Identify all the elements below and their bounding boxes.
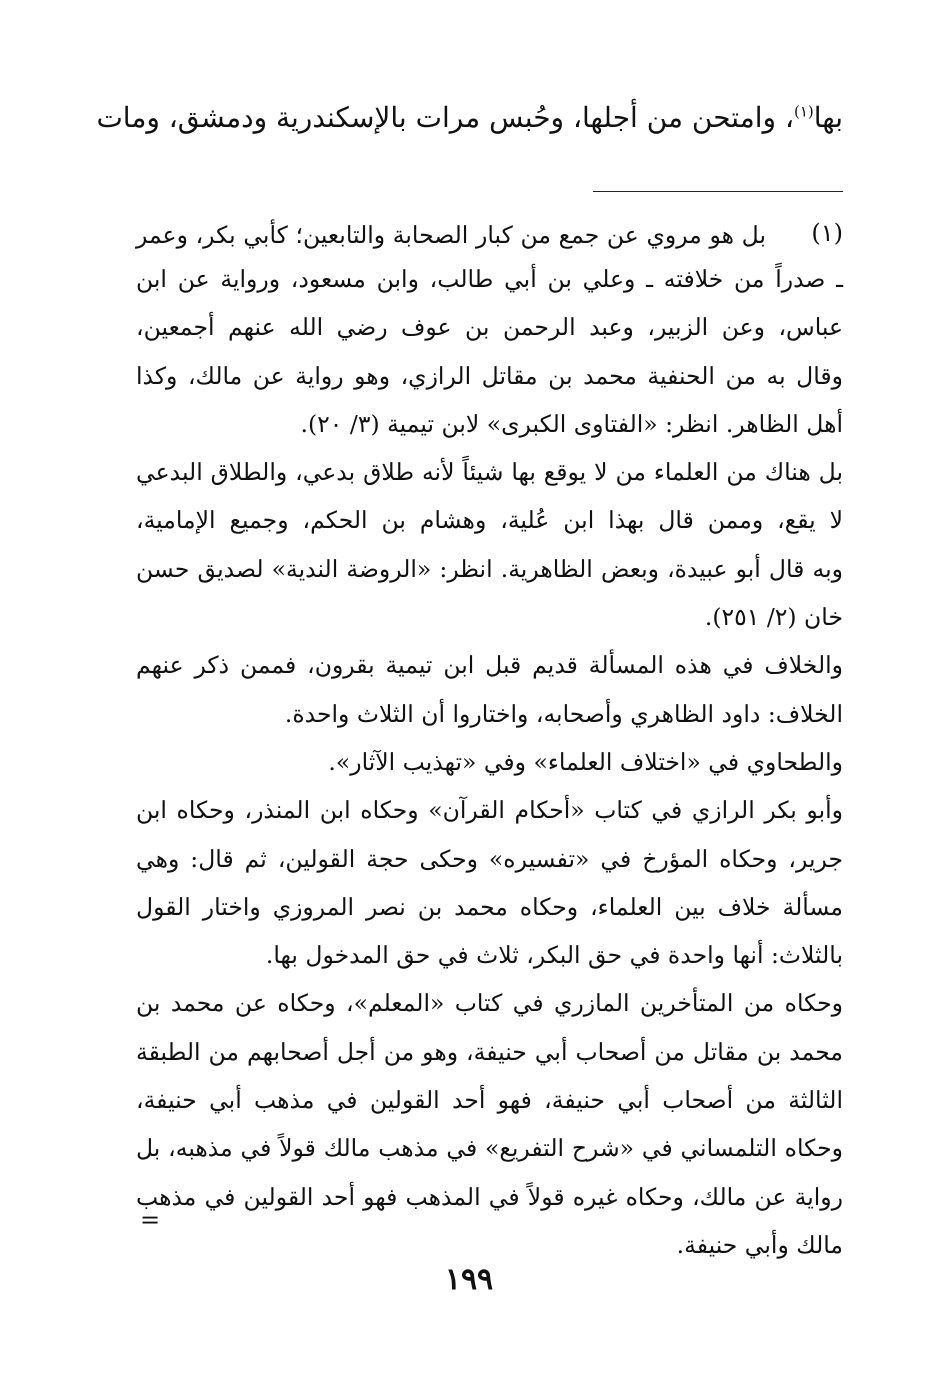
footnote-line: وأبو بكر الرازي في كتاب «أحكام القرآن» وحكاه ابن المنذر، وحكاه ابن — [136, 796, 843, 825]
footnote-line: رواية عن مالك، وحكاه غيره قولاً في المذهب فهو أحد القولين في مذهب — [136, 1182, 843, 1211]
continuation-mark: = — [140, 1206, 161, 1234]
footnote-line: وحكاه من المتأخرين المازري في كتاب «المعلم»، وحكاه عن محمد بن — [136, 989, 843, 1018]
footnote-line: الخلاف: داود الظاهري وأصحابه، واختاروا أن الثلاث واحدة. — [284, 699, 843, 728]
footnote-line: وحكاه التلمساني في «شرح التفريع» في مذهب مالك قولاً في مذهبه، بل — [136, 1134, 843, 1163]
footnote-line: أهل الظاهر. انظر: «الفتاوى الكبرى» لابن تيمية (٣/ ٢٠). — [300, 409, 843, 438]
page-number: ١٩٩ — [444, 1262, 494, 1297]
footnote-line: بل هناك من العلماء من لا يوقع بها شيئاً لأنه طلاق بدعي، والطلاق البدعي — [136, 458, 843, 487]
footnote-marker: (١) — [811, 219, 843, 247]
footnote-separator — [593, 191, 843, 192]
footnote-line: لا يقع، وممن قال بهذا ابن عُلية، وهشام بن الحكم، وجميع الإمامية، — [136, 506, 843, 535]
footnote-line: عباس، وعن الزبير، وعبد الرحمن بن عوف رضي الله عنهم أجمعين، — [136, 313, 843, 342]
footnote-line: ـ صدراً من خلافته ـ وعلي بن أبي طالب، وابن مسعود، ورواية عن ابن — [136, 265, 843, 293]
footnote-line: والخلاف في هذه المسألة قديم قبل ابن تيمية بقرون، فممن ذكر عنهم — [136, 651, 843, 680]
main-text-start: بها — [813, 101, 843, 134]
footnote-line: بالثلاث: أنها واحدة في حق البكر، ثلاث في حق المدخول بها. — [265, 941, 843, 970]
footnote-line: محمد بن مقاتل من أصحاب أبي حنيفة، وهو من أجل أصحابهم من الطبقة — [136, 1037, 843, 1066]
footnote-line: وقال به من الحنفية محمد بن مقاتل الرازي، وهو رواية عن مالك، وكذا — [136, 361, 843, 390]
footnote-reference: (١) — [793, 102, 814, 121]
main-text-end: ، وامتحن من أجلها، وحُبس مرات بالإسكندرية ودمشق، ومات — [96, 101, 794, 134]
footnote-line: مالك وأبي حنيفة. — [676, 1230, 843, 1259]
footnote-line: الثالثة من أصحاب أبي حنيفة، فهو أحد القولين في مذهب أبي حنيفة، — [136, 1086, 843, 1115]
footnote-line: جرير، وحكاه المؤرخ في «تفسيره» وحكى حجة القولين، ثم قال: وهي — [136, 844, 844, 873]
footnote-line: وبه قال أبو عبيدة، وبعض الظاهرية. انظر: «الروضة الندية» لصديق حسن — [136, 554, 843, 583]
footnote-first-line — [136, 211, 766, 259]
footnote-body — [136, 255, 843, 1269]
footnote-line: والطحاوي في «اختلاف العلماء» وفي «تهذيب الآثار». — [328, 747, 843, 776]
main-text-line — [96, 96, 843, 140]
footnote-line: مسألة خلاف بين العلماء، وحكاه محمد بن نصر المروزي واختار القول — [136, 892, 843, 921]
footnote-line: خان (٢/ ٢٥١). — [704, 603, 843, 632]
footnote-line: بل هو مروي عن جمع من كبار الصحابة والتابعين؛ كأبي بكر، وعمر — [136, 221, 766, 249]
